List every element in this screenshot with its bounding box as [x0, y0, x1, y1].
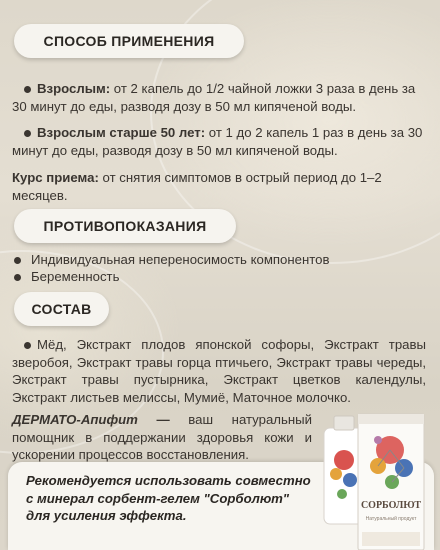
dermato-dash: — [137, 412, 189, 427]
contra-item [12, 268, 119, 285]
bullet-icon [14, 257, 21, 264]
usage-course [12, 169, 426, 204]
contra-item [12, 251, 330, 268]
section-title-contra-text: ПРОТИВОПОКАЗАНИЯ [43, 218, 207, 234]
dermato-paragraph [12, 411, 312, 464]
bullet-icon [24, 342, 31, 349]
usage-course-text: от снятия симптомов в острый период до 1–2 месяцев. [12, 170, 382, 203]
product-box [358, 414, 424, 550]
section-title-contra [14, 209, 236, 243]
section-title-usage-text: СПОСОБ ПРИМЕНЕНИЯ [43, 33, 215, 49]
section-title-composition [14, 292, 109, 326]
contra-item-text: Индивидуальная непереносимость компонентов [31, 252, 330, 267]
usage-adult-text: от 2 капель до 1/2 чайной ложки 3 раза в день за 30 минут до еды, разводя дозу в 50 мл кипяченой воды. [12, 81, 416, 114]
usage-adult50 [12, 124, 426, 159]
usage-adult-label: Взрослым: [37, 81, 111, 96]
usage-adult50-text: от 1 до 2 капель 1 раз в день за 30 минут до еды, разводя дозу в 50 мл кипяченой воды. [12, 125, 423, 158]
usage-course-label: Курс приема: [12, 170, 99, 185]
promo-text: Рекомендуется использовать совместно с минерал сорбент-гелем "Сорболют" для усиления эффекта. [26, 473, 311, 523]
composition-text [12, 336, 426, 406]
product-tagline: Натуральный продукт [365, 516, 417, 522]
section-title-usage [14, 24, 244, 58]
section-title-composition-text: СОСТАВ [31, 301, 92, 317]
bullet-icon [24, 86, 31, 93]
product-name: СОРБОЛЮТ [360, 500, 422, 511]
bullet-icon [14, 274, 21, 281]
dermato-text: ваш натуральный помощник в поддержании здоровья кожи и ускорении процессов восстановления. [12, 412, 312, 462]
dermato-brand: ДЕРМАТО-Апифит [12, 412, 138, 427]
usage-adult [12, 80, 426, 115]
composition-body: Мёд, Экстракт плодов японской софоры, Экстракт травы зверобоя, Экстракт травы горца птичьего, Экстракт травы череды, Экстракт травы пустырника, Экстракт цветков календулы, Экстракт листьев мелиссы, Мумиё, Маточное молочко. [12, 337, 426, 405]
product-image [318, 408, 428, 550]
usage-adult50-label: Взрослым старше 50 лет: [37, 125, 206, 140]
contra-item-text: Беременность [31, 269, 120, 284]
bullet-icon [24, 130, 31, 137]
